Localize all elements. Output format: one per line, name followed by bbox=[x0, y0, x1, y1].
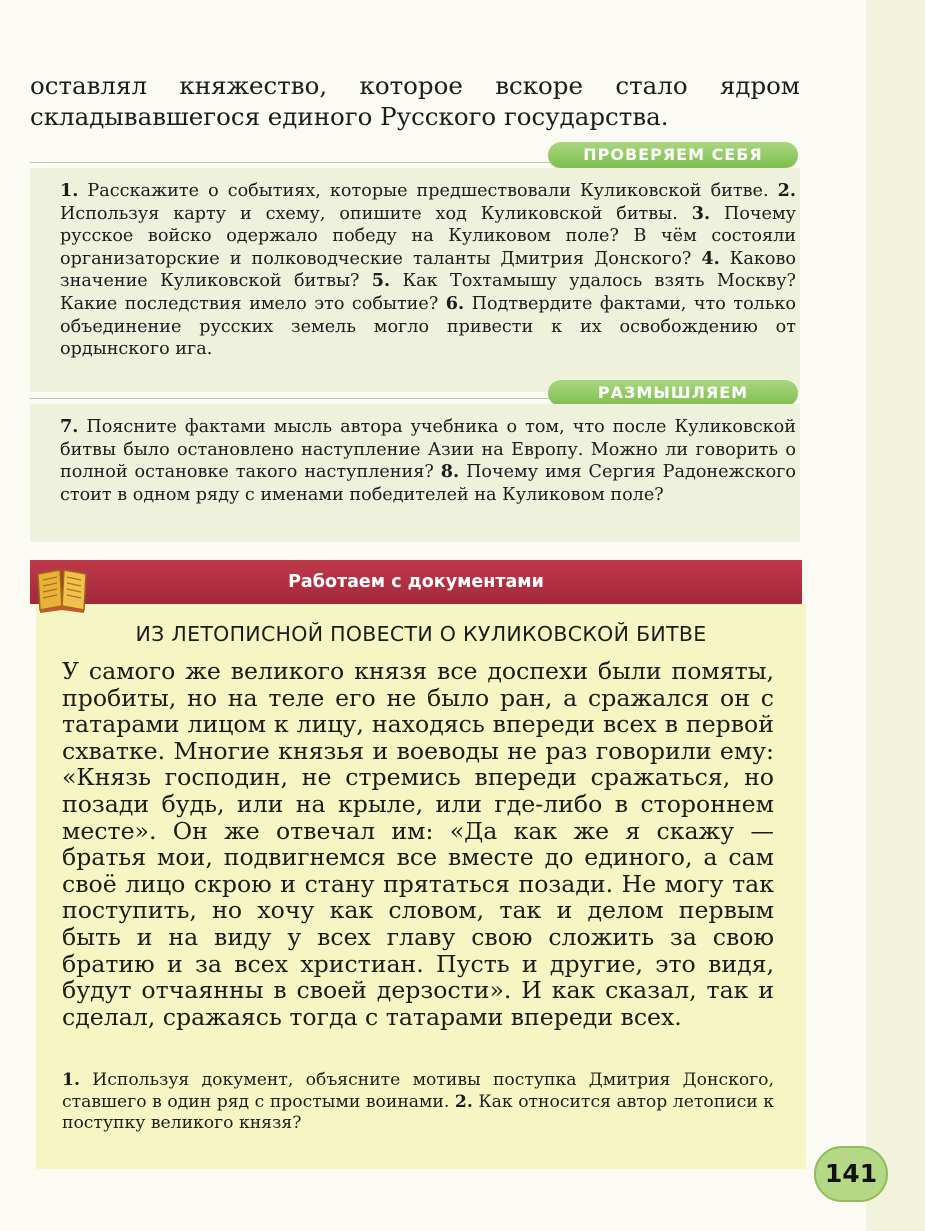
reflect-questions bbox=[30, 404, 800, 542]
question-number: 3. bbox=[691, 202, 711, 224]
document-questions bbox=[62, 1070, 774, 1135]
question-text: Как Тохтамышу удалось взять Москву? Какие последствия имело это событие? bbox=[60, 271, 796, 314]
question-text: Почему русское войско одержало победу на Куликовом поле? В чём состояли организаторские и полководческие таланты Дмитрия Донского? bbox=[60, 203, 797, 269]
question-text: Поясните фактами мысль автора учебника о том, что после Куликовской битвы было остановлено наступление Азии на Европу. Можно ли говорить о полной остановке такого наступления? bbox=[60, 417, 796, 483]
question-text: Каково значение Куликовской битвы? bbox=[60, 248, 796, 292]
question-text: Как относится автор летописи к поступку великого князя? bbox=[62, 1091, 774, 1133]
check-yourself-questions bbox=[30, 168, 800, 392]
question-number: 5. bbox=[371, 270, 391, 292]
question-text: Расскажите о событиях, которые предшествовали Куликовской битве. bbox=[78, 181, 778, 201]
question-number: 7. bbox=[60, 416, 79, 437]
open-book-icon bbox=[34, 566, 90, 614]
question-number: 6. bbox=[445, 292, 465, 314]
question-number: 2. bbox=[777, 180, 796, 201]
document-text: У самого же великого князя все доспехи были помяты, пробиты, но на теле его не было ран, а сражался он с татарами лицом к лицу, находясь впереди всех в первой схватке. Многие князья и воеводы не раз говорили ему: «Князь господин, не стремись впереди сражаться, но позади будь, или на крыле, или где-либо в стороннем месте». Он же отвечал им: «Да как же я скажу — братья мои, подвигнемся все вместе до единого, а сам своё лицо скрою и стану прятаться позади. Не могу так поступить, но хочу как словом, так и делом первым быть и на виду у всех главу свою сложить за свою братию и за всех христиан. Пусть и другие, это видя, будут отчаянны в своей дерзости». И как сказал, так и сделал, сражаясь тогда с татарами впереди всех. bbox=[62, 657, 774, 1031]
document-title: ИЗ ЛЕТОПИСНОЙ ПОВЕСТИ О КУЛИКОВСКОЙ БИТВЕ bbox=[135, 622, 707, 646]
question-number: 8. bbox=[440, 461, 460, 483]
question-text: Используя документ, объясните мотивы поступка Дмитрия Донского, ставшего в один ряд с простыми воинами. bbox=[62, 1070, 774, 1112]
reflect-label: РАЗМЫШЛЯЕМ bbox=[548, 380, 798, 406]
question-number: 1. bbox=[62, 1070, 80, 1090]
documents-header-bar bbox=[30, 560, 802, 604]
documents-header-title: Работаем с документами bbox=[288, 572, 544, 592]
question-number: 1. bbox=[60, 180, 79, 201]
question-number: 4. bbox=[701, 247, 720, 269]
page-number: 141 bbox=[814, 1146, 888, 1202]
question-number: 2. bbox=[454, 1091, 473, 1112]
check-yourself-label: ПРОВЕРЯЕМ СЕБЯ bbox=[548, 142, 798, 168]
question-text: Подтвердите фактами, что только объединение русских земель могло привести к их освобождению от ордынского ига. bbox=[60, 293, 797, 360]
question-text: Почему имя Сергия Радонежского стоит в одном ряду с именами победителей на Куликовом поле? bbox=[60, 462, 796, 505]
question-text: Используя карту и схему, опишите ход Куликовской битвы. bbox=[60, 203, 692, 224]
intro-paragraph: оставлял княжество, которое вскоре стало ядром складывавшегося единого Русского государства. bbox=[30, 71, 800, 131]
page-margin-strip bbox=[866, 0, 925, 1231]
